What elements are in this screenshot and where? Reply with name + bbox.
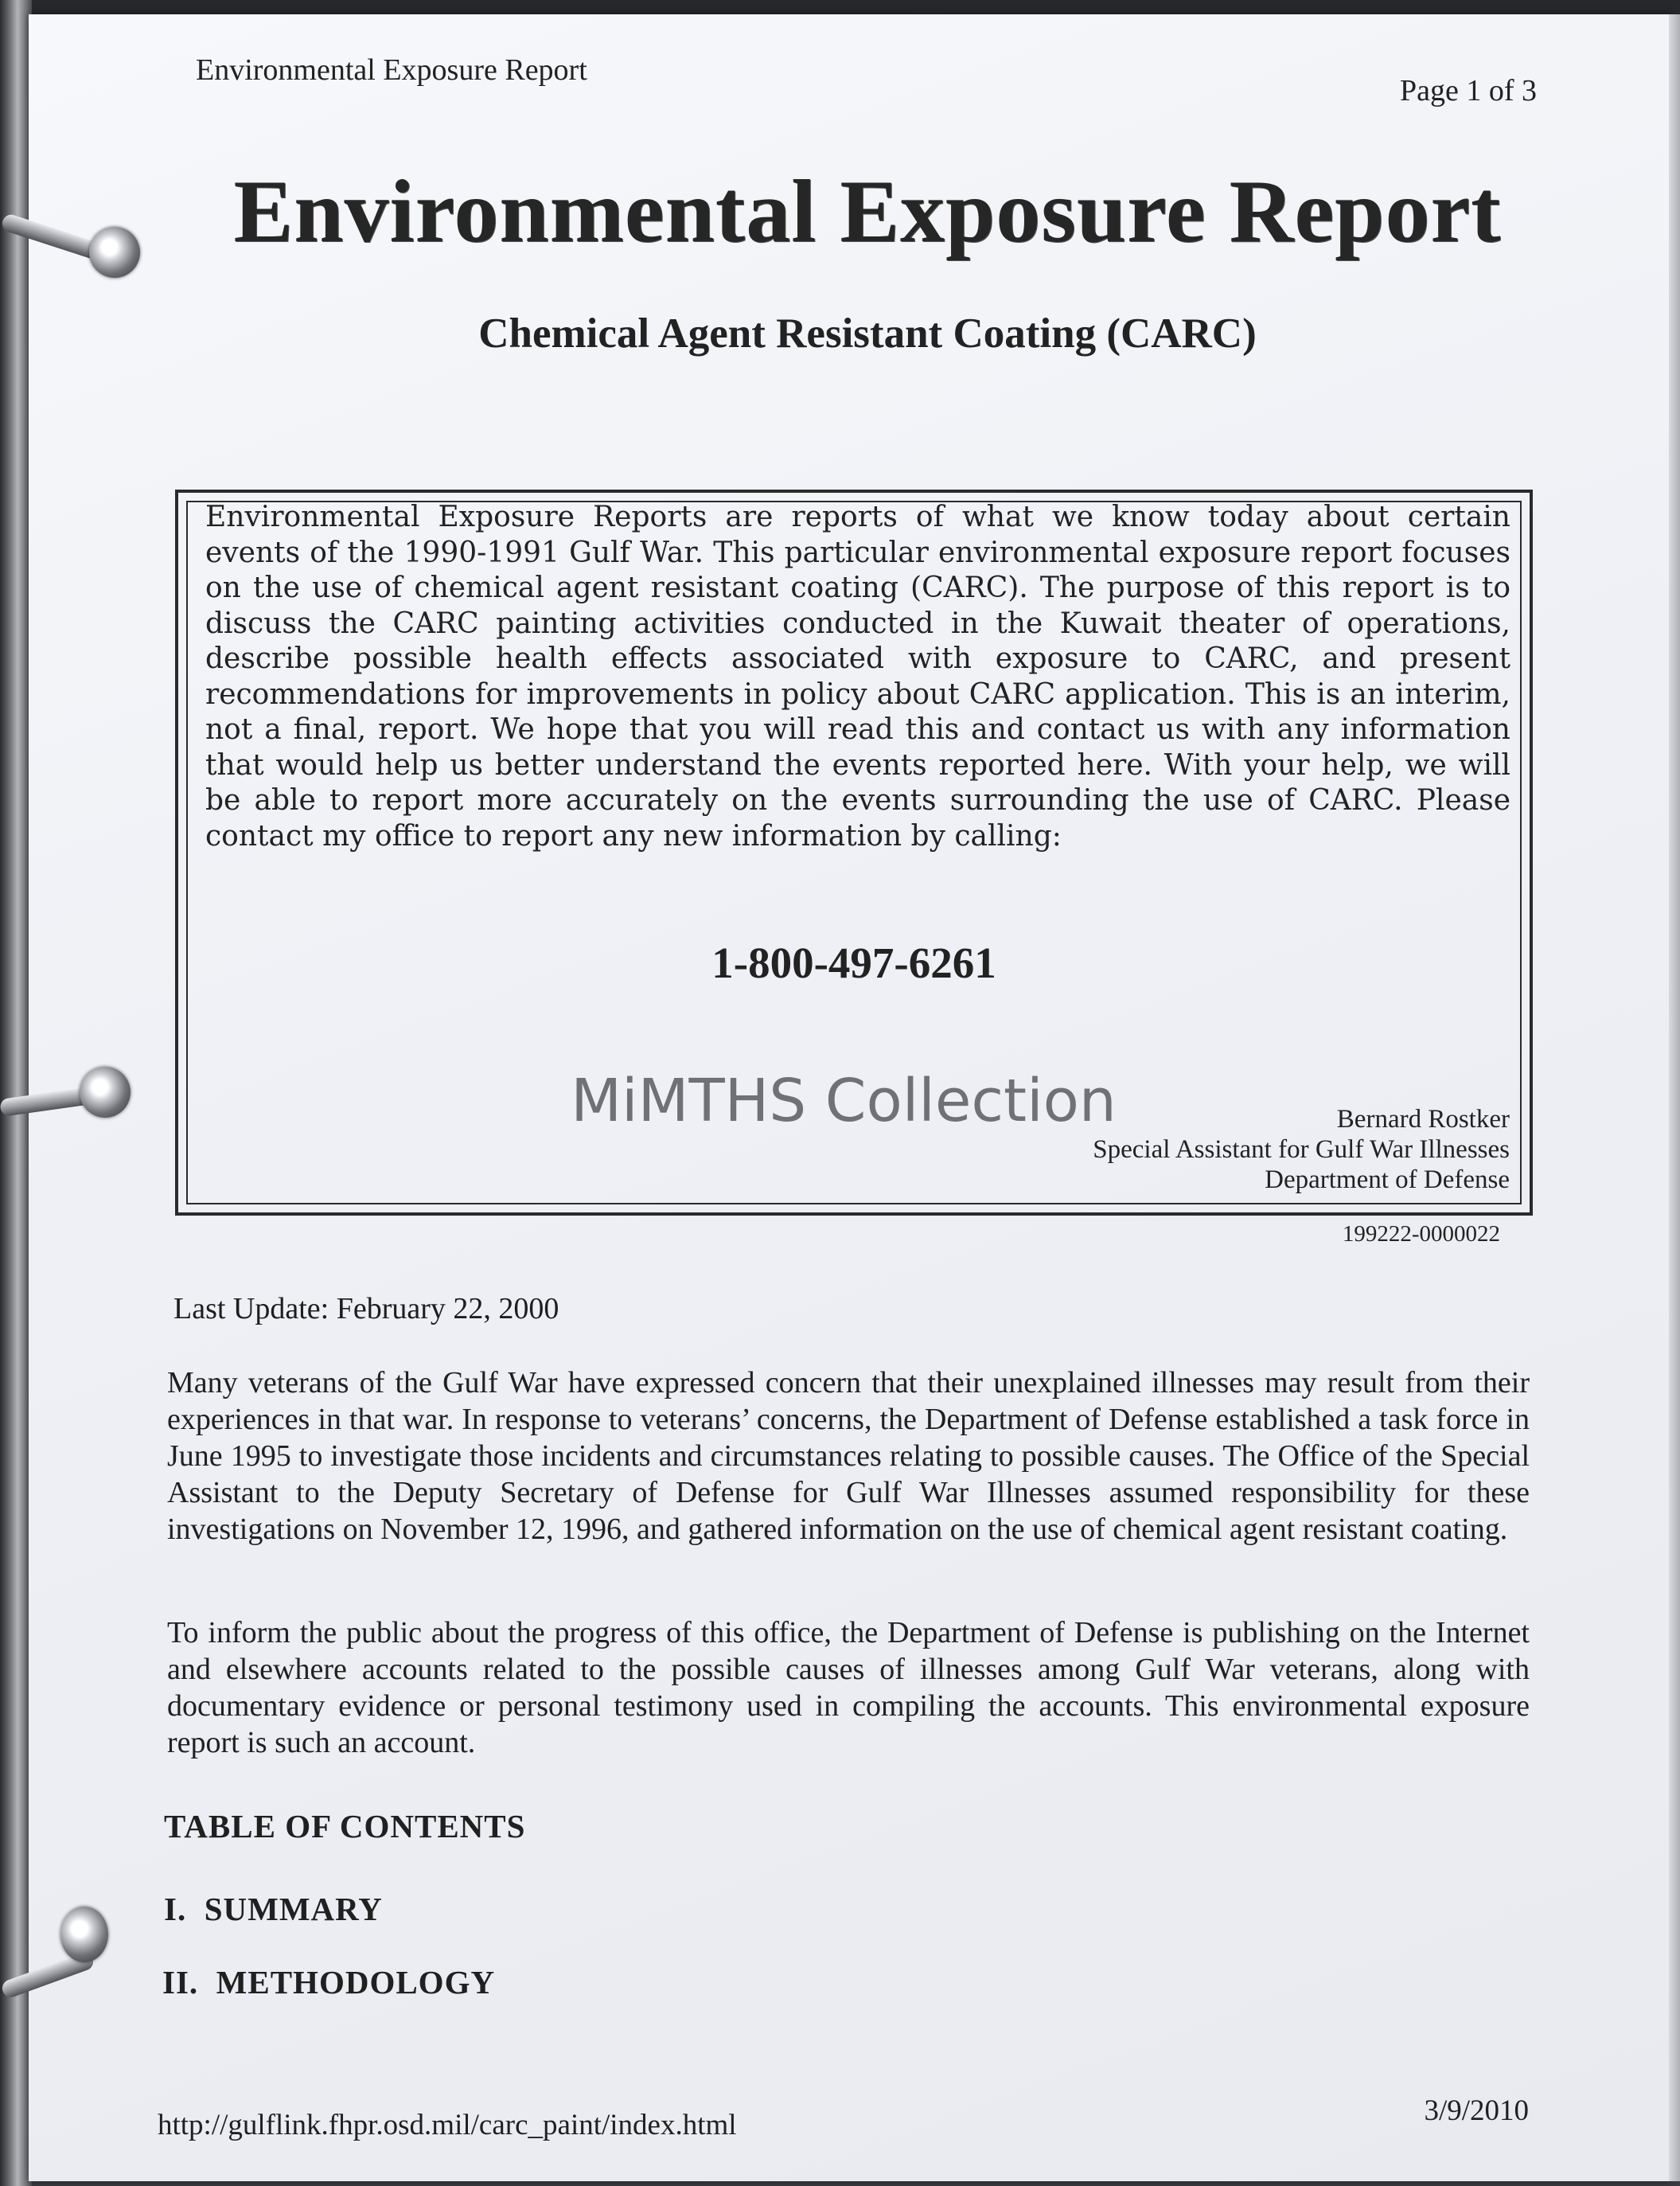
footer-url: http://gulflink.fhpr.osd.mil/carc_paint/index.html bbox=[158, 2109, 737, 2141]
binder-ring-middle-icon bbox=[80, 1067, 131, 1118]
toc-item: I. SUMMARY bbox=[164, 1891, 383, 1927]
document-number: 199222-0000022 bbox=[1342, 1221, 1500, 1247]
footer-date: 3/9/2010 bbox=[1424, 2094, 1529, 2127]
last-update: Last Update: February 22, 2000 bbox=[173, 1292, 559, 1325]
signature-name: Bernard Rostker bbox=[1336, 1105, 1510, 1134]
toc-item: II. METHODOLOGY bbox=[162, 1964, 496, 2001]
body-paragraph: To inform the public about the progress of this office, the Department of Defense is publishing on the Internet and elsewhere accounts related to the possible causes of illnesses among Gulf War veterans, along with documentary evidence or personal testimony used in compiling the accounts. This environmental exposure report is such an account. bbox=[167, 1616, 1530, 1759]
contact-phone: 1-800-497-6261 bbox=[711, 939, 996, 987]
binder-ring-bottom-icon bbox=[60, 1907, 108, 1962]
running-title: Environmental Exposure Report bbox=[196, 53, 587, 87]
toc-heading: TABLE OF CONTENTS bbox=[164, 1808, 526, 1844]
signature-title: Special Assistant for Gulf War Illnesses bbox=[1093, 1135, 1510, 1164]
document-title: Environmental Exposure Report bbox=[233, 162, 1502, 261]
binder-ring-top-icon bbox=[89, 227, 140, 278]
watermark: MiMTHS Collection bbox=[571, 1067, 1117, 1135]
binder-spine bbox=[0, 0, 32, 2186]
body-paragraph: Many veterans of the Gulf War have expressed concern that their unexplained illnesses may result from their experiences in that war. In response to veterans’ concerns, the Department of Defense established a task force in June 1995 to investigate those incidents and circumstances relating to possible causes. The Office of the Special Assistant to the Deputy Secretary of Defense for Gulf War Illnesses assumed responsibility for these investigations on November 12, 1996, and gathered information on the use of chemical agent resistant coating. bbox=[167, 1366, 1530, 1546]
page-number: Page 1 of 3 bbox=[1399, 74, 1537, 107]
notice-text: Environmental Exposure Reports are reports of what we know today about certain events of the 1990-1991 Gulf War. This particular environmental exposure report focuses on the use of chemical agent resistant coating (CARC). The purpose of this report is to discuss the CARC painting activities conducted in the Kuwait theater of operations, describe possible health effects associated with exposure to CARC, and present recommendations for improvements in policy about CARC application. This is an interim, not a final, report. We hope that you will read this and contact us with any information that would help us better understand the events reported here. With your help, we will be able to report more accurately on the events surrounding the use of CARC. Please contact my office to report any new information by calling: bbox=[205, 501, 1510, 853]
document-subtitle: Chemical Agent Resistant Coating (CARC) bbox=[478, 310, 1257, 357]
signature-department: Department of Defense bbox=[1265, 1165, 1510, 1194]
page-edge bbox=[1669, 14, 1680, 2181]
